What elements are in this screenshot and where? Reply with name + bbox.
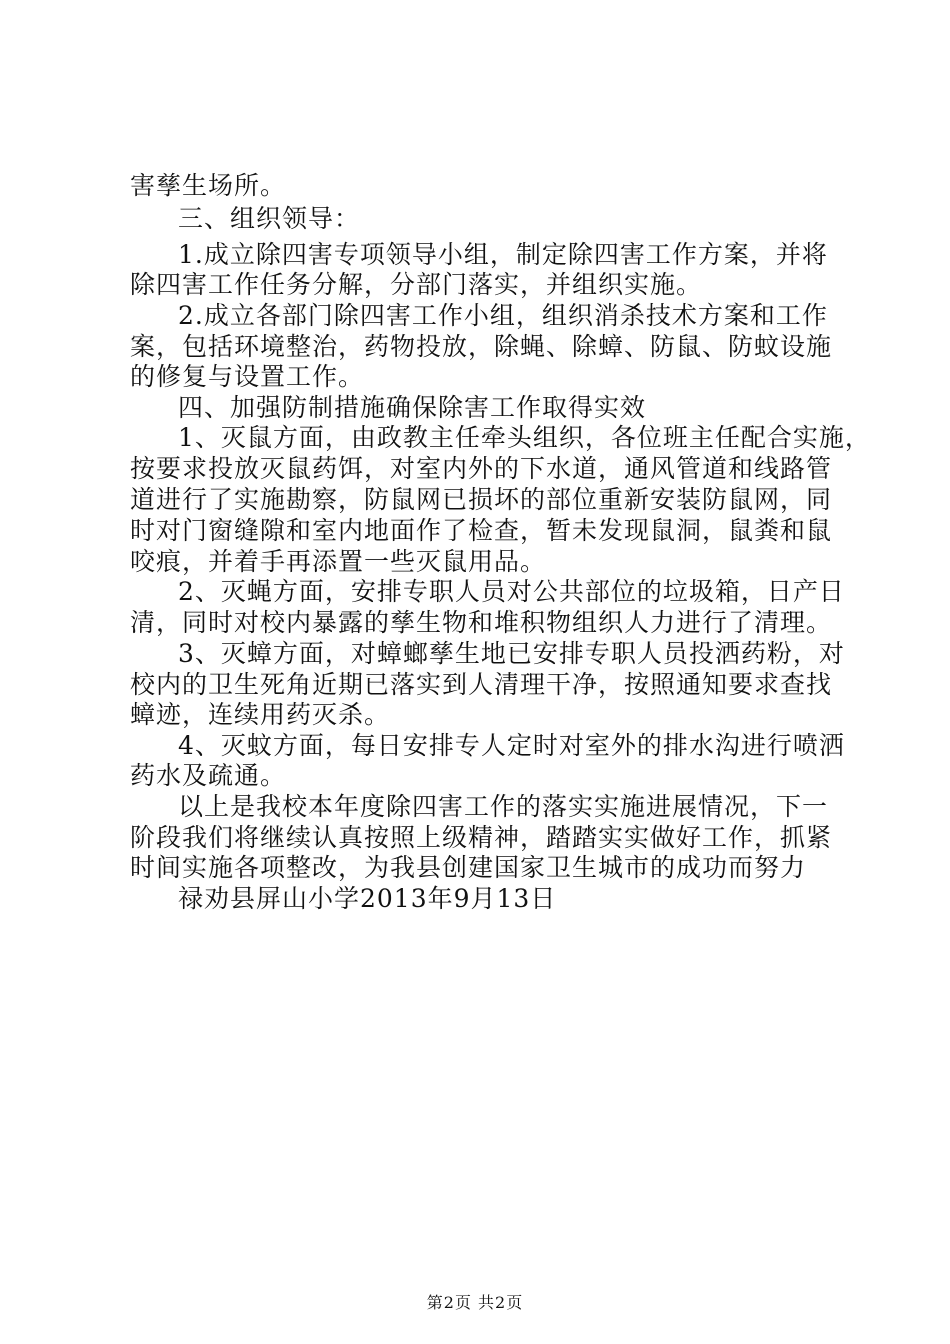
text-line: 3、灭蟑方面，对蟑螂孳生地已安排专职人员投洒药粉，对 xyxy=(178,639,845,668)
text-line: 按要求投放灭鼠药饵，对室内外的下水道，通风管道和线路管 xyxy=(130,454,833,483)
text-line: 1、灭鼠方面，由政教主任牵头组织，各位班主任配合实施， xyxy=(178,423,871,452)
text-line: 药水及疏通。 xyxy=(130,761,287,790)
text-line: 1.成立除四害专项领导小组，制定除四害工作方案，并将 xyxy=(178,240,828,269)
signature-date: 禄劝县屏山小学2013年9月13日 xyxy=(178,884,557,913)
text-line: 咬痕，并着手再添置一些灭鼠用品。 xyxy=(130,547,547,576)
section-heading: 四、加强防制措施确保除害工作取得实效 xyxy=(178,393,647,422)
text-line: 害孳生场所。 xyxy=(130,171,287,200)
text-line: 时对门窗缝隙和室内地面作了检查，暂未发现鼠洞，鼠粪和鼠 xyxy=(130,516,833,545)
text-line: 校内的卫生死角近期已落实到人清理干净，按照通知要求查找 xyxy=(130,670,833,699)
text-line: 案，包括环境整治，药物投放，除蝇、除蟑、防鼠、防蚊设施 xyxy=(130,332,833,361)
text-line: 2、灭蝇方面，安排专职人员对公共部位的垃圾箱，日产日 xyxy=(178,577,845,606)
text-line: 以上是我校本年度除四害工作的落实实施进展情况，下一 xyxy=(178,792,829,821)
text-line: 除四害工作任务分解，分部门落实，并组织实施。 xyxy=(130,270,703,299)
page-number: 第2页 共2页 xyxy=(426,1293,524,1312)
text-line: 时间实施各项整改，为我县创建国家卫生城市的成功而努力 xyxy=(130,853,807,882)
text-line: 道进行了实施勘察，防鼠网已损坏的部位重新安装防鼠网，同 xyxy=(130,485,833,514)
text-line: 2.成立各部门除四害工作小组，组织消杀技术方案和工作 xyxy=(178,301,828,330)
text-line: 蟑迹，连续用药灭杀。 xyxy=(130,700,391,729)
text-line: 清，同时对校内暴露的孳生物和堆积物组织人力进行了清理。 xyxy=(130,608,833,637)
text-line: 阶段我们将继续认真按照上级精神，踏踏实实做好工作，抓紧 xyxy=(130,823,833,852)
text-line: 4、灭蚊方面，每日安排专人定时对室外的排水沟进行喷洒 xyxy=(178,731,845,760)
text-line: 的修复与设置工作。 xyxy=(130,362,365,391)
section-heading: 三、组织领导： xyxy=(178,204,361,233)
